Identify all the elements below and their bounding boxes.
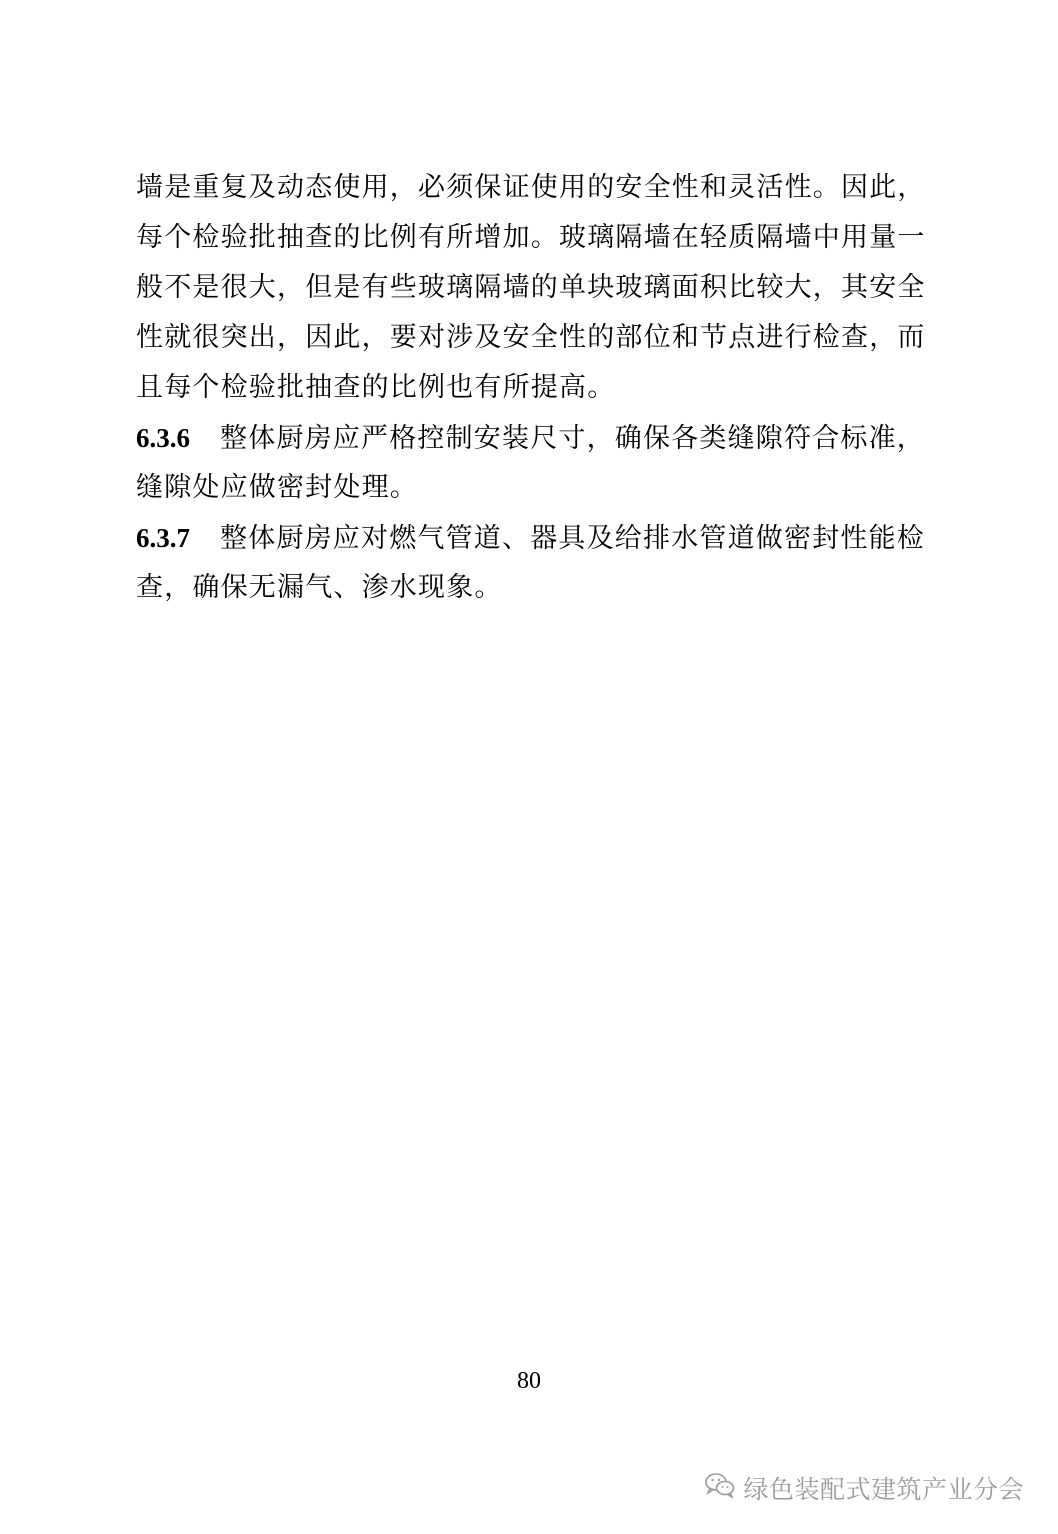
wechat-icon [705,1472,743,1504]
clause-text: 整体厨房应严格控制安装尺寸，确保各类缝隙符合标准， [220,423,925,454]
body-text [136,163,926,613]
clause-6-3-6-line [136,413,926,463]
text-line: 墙是重复及动态使用，必须保证使用的安全性和灵活性。因此， [136,172,926,203]
text-line: 般不是很大，但是有些玻璃隔墙的单块玻璃面积比较大，其安全 [136,272,926,303]
clause-number: 6.3.7 [136,523,190,553]
clause-number: 6.3.6 [136,423,190,453]
page-number: 80 [517,1368,541,1394]
text-line: 查，确保无漏气、渗水现象。 [136,572,503,603]
clause-6-3-7-line [136,513,926,563]
text-line: 且每个检验批抽查的比例也有所提高。 [136,372,616,403]
text-line: 性就很突出，因此，要对涉及安全性的部位和节点进行检查，而 [136,322,926,353]
text-line: 每个检验批抽查的比例有所增加。玻璃隔墙在轻质隔墙中用量一 [136,222,926,253]
watermark-text: 绿色装配式建筑产业分会 [743,1475,1024,1504]
watermark [705,1470,1024,1506]
text-line: 缝隙处应做密封处理。 [136,472,418,503]
clause-text: 整体厨房应对燃气管道、器具及给排水管道做密封性能检 [220,523,925,554]
